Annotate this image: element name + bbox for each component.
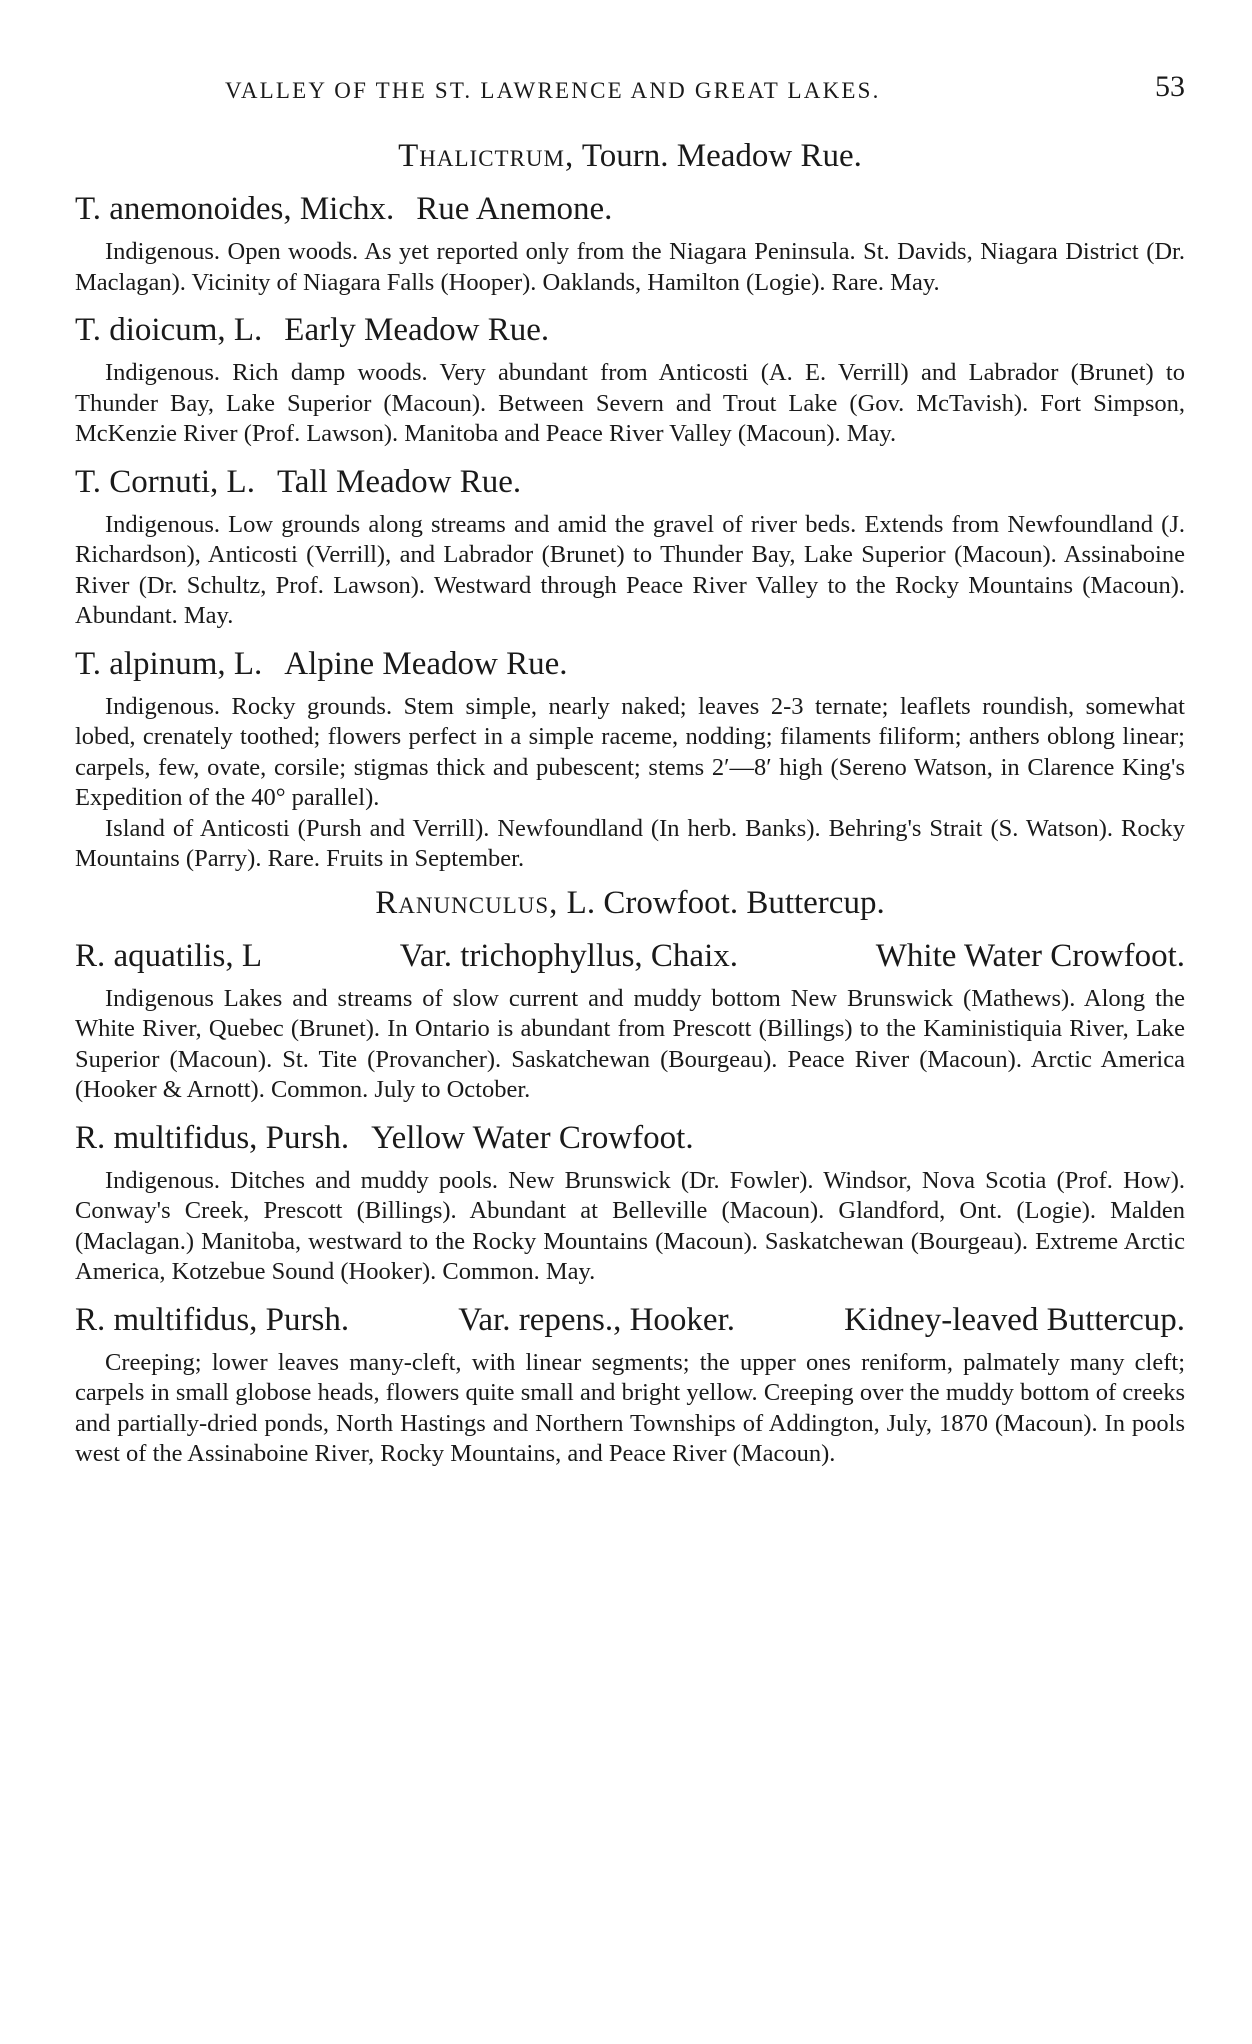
genus-heading-ranunculus bbox=[75, 885, 1185, 922]
page bbox=[75, 70, 1185, 1476]
running-title: VALLEY OF THE ST. LAWRENCE AND GREAT LAKES. bbox=[225, 78, 881, 103]
genus-heading-thalictrum bbox=[75, 138, 1185, 175]
species-heading-r-multifidus bbox=[75, 1118, 1185, 1158]
species-name: T. dioicum, L. bbox=[75, 312, 263, 348]
species-common-name: Tall Meadow Rue. bbox=[276, 463, 522, 500]
genus-common-name: Meadow Rue. bbox=[676, 138, 862, 174]
species-description: Indigenous. Low grounds along streams and amid the gravel of river beds. Extends from Newfoundland (J. Richardson), Anticosti (Verrill), and Labrador (Brunet) to Thunder Bay, Lake Superior (Macoun). Assinaboine River (Dr. Schultz, Prof. Lawson). Westward through Peace River Valley to the Rocky Mountains (Macoun). Abundant. May. bbox=[75, 510, 1185, 629]
species-name: T. alpinum, L. bbox=[75, 645, 263, 682]
species-description: Indigenous Lakes and streams of slow current and muddy bottom New Brunswick (Mathews). Along the White River, Quebec (Brunet). In Ontario is abundant from Prescott (Billings) to the Kaministiquia River, Lake Superior (Macoun). St. Tite (Provancher). Saskatchewan (Bourgeau). Peace River (Macoun). Arctic America (Hooker & Arnott). Common. July to October. bbox=[75, 984, 1185, 1103]
genus-name: Ranunculus, bbox=[375, 884, 559, 921]
species-name: R. aquatilis, L bbox=[75, 937, 262, 974]
species-common-name: Rue Anemone. bbox=[416, 191, 613, 227]
species-variety: Var. repens., Hooker. bbox=[458, 1301, 735, 1338]
species-distribution: Island of Anticosti (Pursh and Verrill). Newfoundland (In herb. Banks). Behring's Strait (S. Watson). Rocky Mountains (Parry). Rare. Fruits in September. bbox=[75, 814, 1185, 872]
species-variety: Var. trichophyllus, Chaix. bbox=[399, 937, 738, 974]
genus-common-name: Crowfoot. Buttercup. bbox=[603, 884, 885, 921]
species-common-name: Alpine Meadow Rue. bbox=[284, 645, 568, 682]
species-common-name: White Water Crowfoot. bbox=[875, 937, 1185, 974]
genus-author: L. bbox=[566, 884, 596, 921]
species-heading-t-anemonoides bbox=[75, 189, 1185, 229]
species-description: Indigenous. Ditches and muddy pools. New Brunswick (Dr. Fowler). Windsor, Nova Scotia (Prof. How). Conway's Creek, Prescott (Billings). Abundant at Belleville (Macoun). Glandford, Ont. (Logie). Malden (Maclagan.) Manitoba, westward to the Rocky Mountains (Macoun). Saskatchewan (Bourgeau). Extreme Arctic America, Kotzebue Sound (Hooker). Common. May. bbox=[75, 1166, 1185, 1285]
page-number: 53 bbox=[1155, 70, 1185, 103]
species-common-name: Yellow Water Crowfoot. bbox=[371, 1119, 694, 1156]
species-name: R. multifidus, Pursh. bbox=[75, 1119, 350, 1156]
species-name: R. multifidus, Pursh. bbox=[75, 1301, 350, 1338]
species-name: T. anemonoides, Michx. bbox=[75, 191, 395, 227]
genus-name: Thalictrum, bbox=[398, 138, 575, 174]
species-heading-t-cornuti bbox=[75, 462, 1185, 502]
species-description: Indigenous. Rocky grounds. Stem simple, nearly naked; leaves 2-3 ternate; leaflets roundish, somewhat lobed, crenately toothed; flowers perfect in a simple raceme, nodding; filaments filiform; anthers oblong linear; carpels, few, ovate, corsile; stigmas thick and pubescent; stems 2′—8′ high (Sereno Watson, in Clarence King's Expedition of the 40° parallel). bbox=[75, 692, 1185, 811]
running-head bbox=[75, 70, 1185, 114]
species-heading-r-multifidus-repens bbox=[75, 1300, 1185, 1340]
species-name: T. Cornuti, L. bbox=[75, 463, 255, 500]
species-heading-r-aquatilis bbox=[75, 936, 1185, 976]
species-description: Indigenous. Rich damp woods. Very abundant from Anticosti (A. E. Verrill) and Labrador (Brunet) to Thunder Bay, Lake Superior (Macoun). Between Severn and Trout Lake (Gov. McTavish). Fort Simpson, McKenzie River (Prof. Lawson). Manitoba and Peace River Valley (Macoun). May. bbox=[75, 359, 1185, 447]
species-common-name: Early Meadow Rue. bbox=[284, 312, 550, 348]
genus-author: Tourn. bbox=[581, 138, 669, 174]
species-description: Indigenous. Open woods. As yet reported only from the Niagara Peninsula. St. Davids, Niagara District (Dr. Maclagan). Vicinity of Niagara Falls (Hooper). Oaklands, Hamilton (Logie). Rare. May. bbox=[75, 238, 1185, 296]
species-common-name: Kidney-leaved Buttercup. bbox=[844, 1301, 1185, 1338]
species-heading-t-alpinum bbox=[75, 644, 1185, 684]
species-description: Creeping; lower leaves many-cleft, with linear segments; the upper ones reniform, palmately many cleft; carpels in small globose heads, flowers quite small and bright yellow. Creeping over the muddy bottom of creeks and partially-dried ponds, North Hastings and Northern Townships of Addington, July, 1870 (Macoun). In pools west of the Assinaboine River, Rocky Mountains, and Peace River (Macoun). bbox=[75, 1348, 1185, 1467]
species-heading-t-dioicum bbox=[75, 310, 1185, 350]
